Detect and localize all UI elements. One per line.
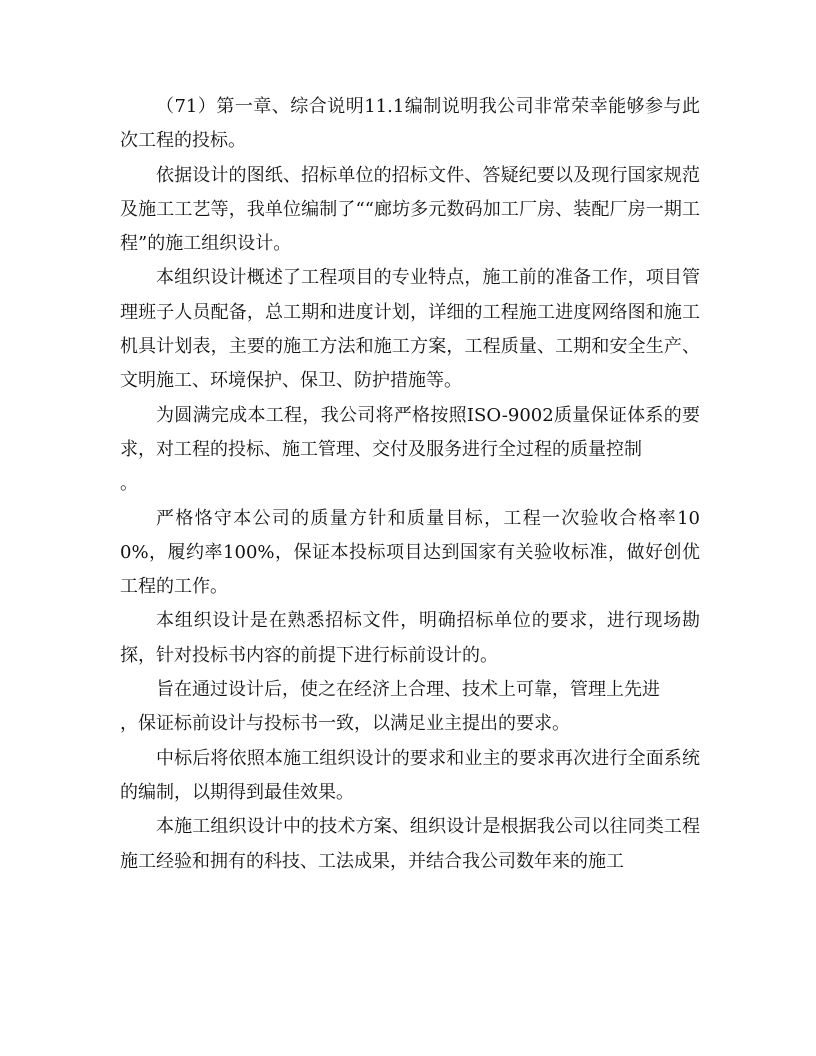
paragraph-8: 中标后将依照本施工组织设计的要求和业主的要求再次进行全面系统的编制，以期得到最佳效果。 bbox=[120, 747, 700, 803]
paragraph-5: 严格恪守本公司的质量方针和质量目标，工程一次验收合格率100%，履约率100%，保证本投标项目达到国家有关验收标准，做好创优工程的工作。 bbox=[120, 507, 700, 598]
paragraph-2: 依据设计的图纸、招标单位的招标文件、答疑纪要以及现行国家规范及施工工艺等，我单位编制了““廊坊多元数码加工厂房、装配厂房一期工程”的施工组织设计。 bbox=[120, 164, 700, 255]
document-page bbox=[120, 90, 700, 879]
paragraph-7: 旨在通过设计后，使之在经济上合理、技术上可靠，管理上先进 ，保证标前设计与投标书一致，以满足业主提出的要求。 bbox=[120, 679, 660, 735]
paragraph-1: （71）第一章、综合说明11.1编制说明我公司非常荣幸能够参与此次工程的投标。 bbox=[120, 96, 700, 152]
paragraph-9: 本施工组织设计中的技术方案、组织设计是根据我公司以往同类工程施工经验和拥有的科技、工法成果，并结合我公司数年来的施工 bbox=[120, 816, 700, 872]
paragraph-3: 本组织设计概述了工程项目的专业特点，施工前的准备工作，项目管理班子人员配备，总工期和进度计划，详细的工程施工进度网络图和施工机具计划表，主要的施工方法和施工方案，工程质量、工期和安全生产、文明施工、环境保护、保卫、防护措施等。 bbox=[120, 267, 700, 392]
paragraph-4: 为圆满完成本工程，我公司将严格按照ISO-9002质量保证体系的要求，对工程的投标、施工管理、交付及服务进行全过程的质量控制 。 bbox=[120, 404, 700, 495]
paragraph-6: 本组织设计是在熟悉招标文件，明确招标单位的要求，进行现场勘探，针对投标书内容的前提下进行标前设计的。 bbox=[120, 610, 700, 666]
